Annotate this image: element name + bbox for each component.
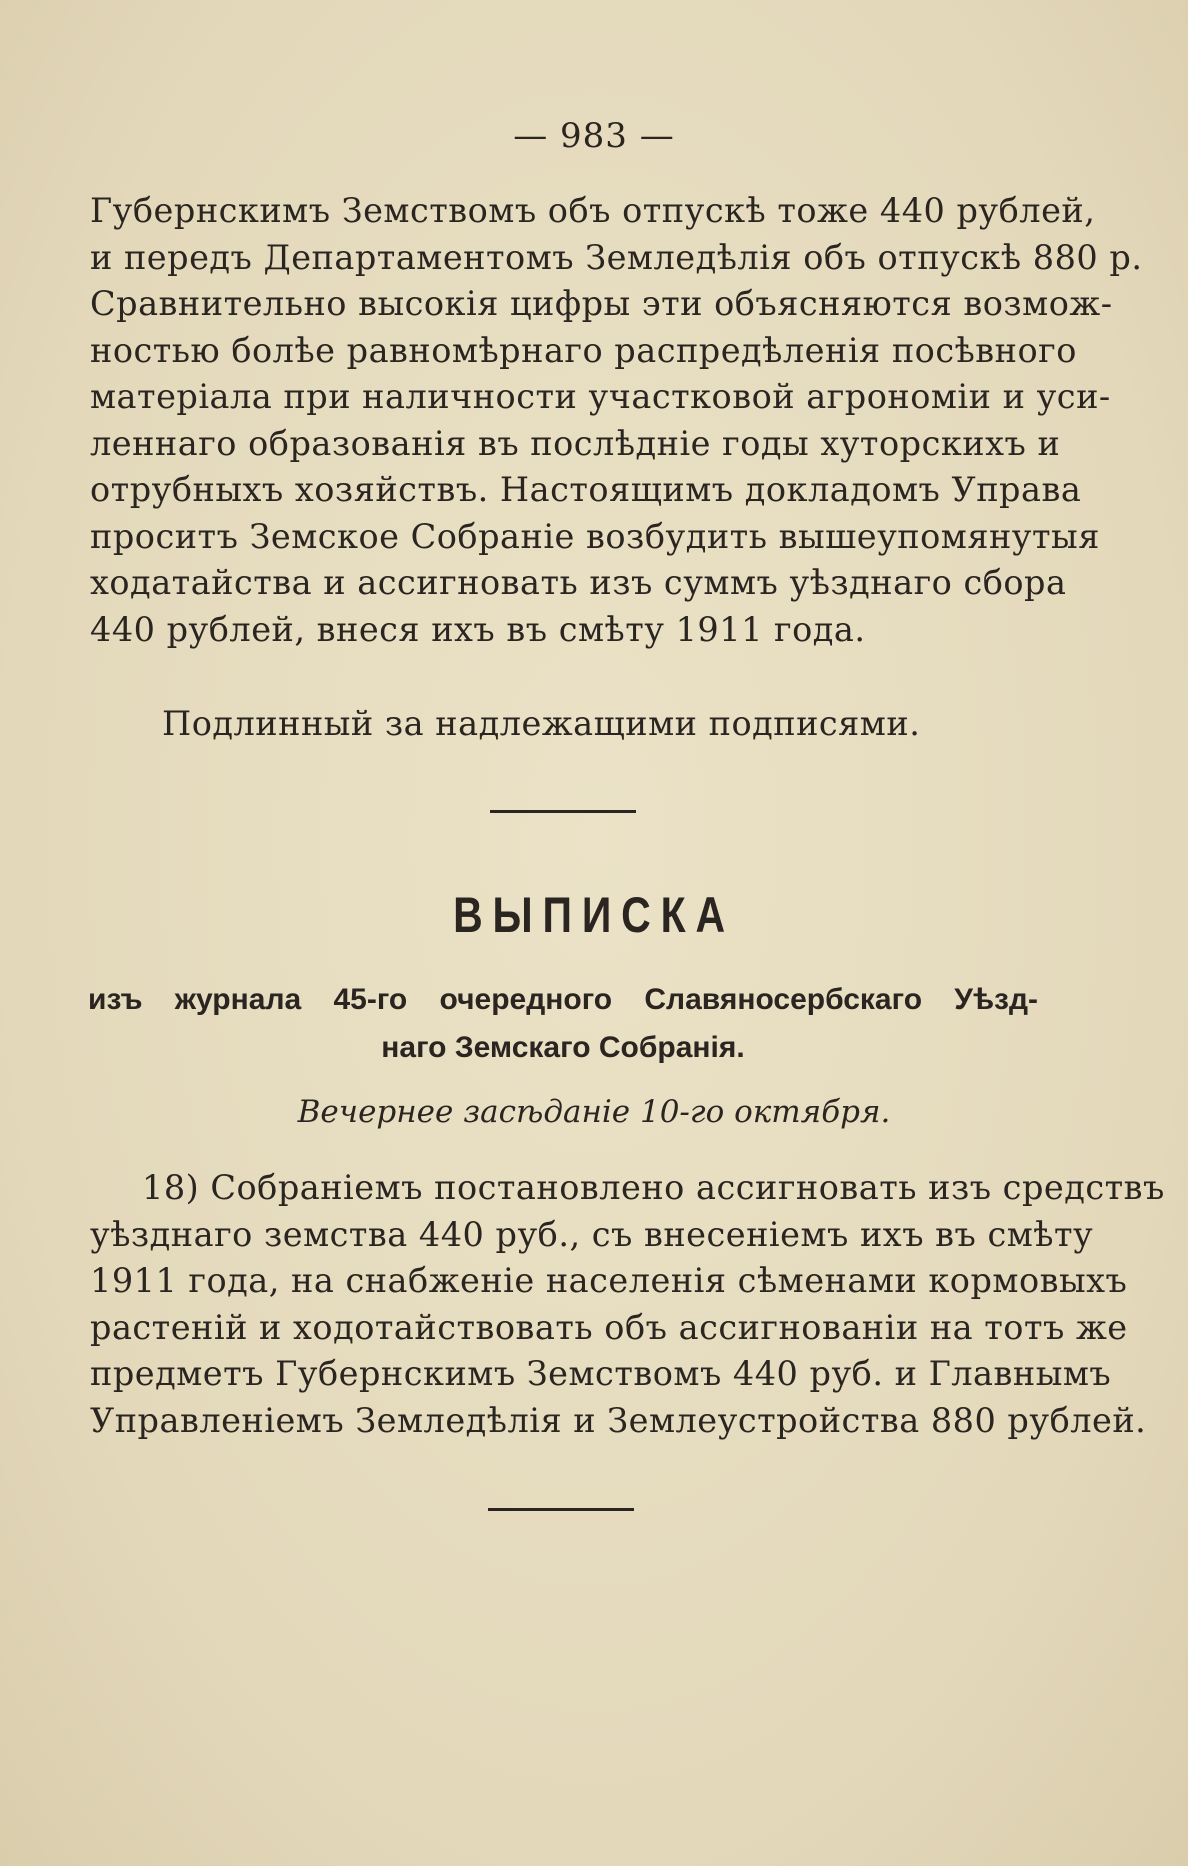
text-line: Управленіемъ Земледѣлія и Землеустройства 880 рублей. [90, 1400, 1147, 1440]
page-number: — 983 — [513, 116, 675, 156]
text-line: 18) Собраніемъ постановлено ассигновать изъ средствъ [142, 1168, 1165, 1207]
signed-note: Подлинный за надлежащими подписями. [162, 704, 921, 743]
end-divider [488, 1508, 634, 1511]
text-line: леннаго образованія въ послѣдніе годы хуторскихъ и [90, 423, 1061, 463]
text-line: отрубныхъ хозяйствъ. Настоящимъ докладомъ Управа [90, 470, 1082, 509]
resolution-paragraph [90, 1165, 1165, 1444]
text-line: предметъ Губернскимъ Земствомъ 440 руб. и Главнымъ [90, 1354, 1112, 1393]
text-line: 440 рублей, внеся ихъ въ смѣту 1911 года. [90, 609, 866, 649]
extract-subtitle-line2: наго Земскаго Собранія. [381, 1031, 745, 1064]
text-line: растеній и ходотайствовать объ ассигнованіи на тотъ же [90, 1307, 1128, 1347]
session-heading: Вечернее засѣданіе 10-го октября. [297, 1094, 891, 1130]
text-line: Губернскимъ Земствомъ объ отпускѣ тоже 440 рублей, [90, 191, 1096, 230]
text-line: 1911 года, на снабженіе населенія сѣменами кормовыхъ [90, 1261, 1128, 1300]
extract-title: ВЫПИСКА [453, 887, 735, 943]
text-line: и передъ Департаментомъ Земледѣлія объ отпускѣ 880 р. [90, 237, 1143, 277]
paragraph-continuation [90, 188, 1143, 653]
section-divider [490, 810, 636, 813]
extract-subtitle-line1: изъ журнала 45-го очередного Славяносербскаго Уѣзд- [88, 983, 1038, 1016]
text-line: Сравнительно высокія цифры эти объясняются возмож- [90, 284, 1113, 323]
text-line: ностью болѣе равномѣрнаго распредѣленія посѣвного [90, 330, 1077, 370]
text-line: уѣзднаго земства 440 руб., съ внесеніемъ ихъ въ смѣту [90, 1214, 1094, 1254]
text-line: проситъ Земское Собраніе возбудить вышеупомянутыя [90, 516, 1100, 556]
text-line: ходатайства и ассигновать изъ суммъ уѣзднаго сбора [90, 563, 1067, 602]
text-line: матеріала при наличности участковой агрономіи и уси- [90, 377, 1111, 416]
